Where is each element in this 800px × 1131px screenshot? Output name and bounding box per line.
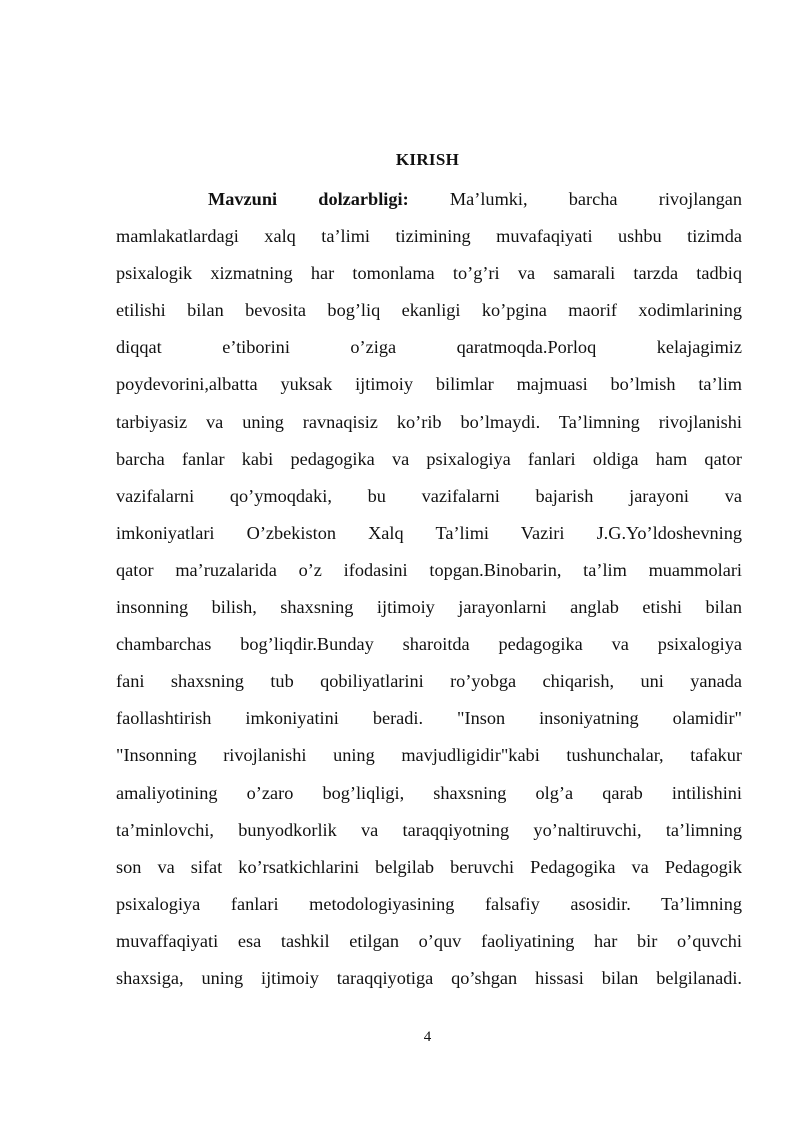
body-paragraph [116, 181, 742, 997]
paragraph-line: "Insonning rivojlanishi uning mavjudligidir"kabi tushunchalar, tafakur [116, 745, 742, 766]
paragraph-line: psixalogiya fanlari metodologiyasining falsafiy asosidir. Ta’limning [116, 893, 742, 914]
paragraph-line: fani shaxsning tub qobiliyatlarini ro’yobga chiqarish, uni yanada [116, 671, 742, 692]
paragraph-line: chambarchas bog’liqdir.Bunday sharoitda pedagogika va psixalogiya [116, 634, 742, 655]
first-line-text: Ma’lumki, barcha rivojlangan [449, 189, 742, 209]
paragraph-line: son va sifat ko’rsatkichlarini belgilab beruvchi Pedagogika va Pedagogik [116, 856, 742, 877]
paragraph-line: ta’minlovchi, bunyodkorlik va taraqqiyotning yo’naltiruvchi, ta’limning [116, 819, 742, 840]
paragraph-line: barcha fanlar kabi pedagogika va psixalogiya fanlari oldiga ham qator [116, 448, 742, 469]
paragraph-line: amaliyotining o’zaro bog’liqligi, shaxsning olg’a qarab intilishini [116, 782, 742, 803]
paragraph-line: vazifalarni qo’ymoqdaki, bu vazifalarni bajarish jarayoni va [116, 485, 742, 506]
paragraph-first-line [116, 181, 742, 218]
paragraph-line: imkoniyatlari O’zbekiston Xalq Ta’limi Vaziri J.G.Yo’ldoshevning [116, 522, 742, 543]
paragraph-line: muvaffaqiyati esa tashkil etilgan o’quv faoliyatining har bir o’quvchi [116, 930, 742, 951]
section-title: KIRISH [395, 150, 460, 169]
paragraph-line: psixalogik xizmatning har tomonlama to’g’ri va samarali tarzda tadbiq [116, 263, 742, 284]
paragraph-line: qator ma’ruzalarida o’z ifodasini topgan.Binobarin, ta’lim muammolari [116, 559, 742, 580]
lead-label: Mavzuni dolzarbligi: [208, 189, 409, 209]
paragraph-line: diqqat e’tiborini o’ziga qaratmoqda.Porloq kelajagimiz [116, 337, 742, 358]
page-number: 4 [423, 1029, 432, 1045]
paragraph-line: shaxsiga, uning ijtimoiy taraqqiyotiga qo’shgan hissasi bilan belgilanadi. [116, 967, 742, 988]
paragraph-line: poydevorini,albatta yuksak ijtimoiy bilimlar majmuasi bo’lmish ta’lim [116, 374, 742, 395]
paragraph-line: etilishi bilan bevosita bog’liq ekanligi ko’pgina maorif xodimlarining [116, 300, 742, 321]
paragraph-line: mamlakatlardagi xalq ta’limi tizimining muvafaqiyati ushbu tizimda [116, 226, 742, 247]
paragraph-line: tarbiyasiz va uning ravnaqisiz ko’rib bo’lmaydi. Ta’limning rivojlanishi [116, 411, 742, 432]
paragraph-line: faollashtirish imkoniyatini beradi. "Inson insoniyatning olamidir" [116, 708, 742, 729]
paragraph-line: insonning bilish, shaxsning ijtimoiy jarayonlarni anglab etishi bilan [116, 597, 742, 618]
